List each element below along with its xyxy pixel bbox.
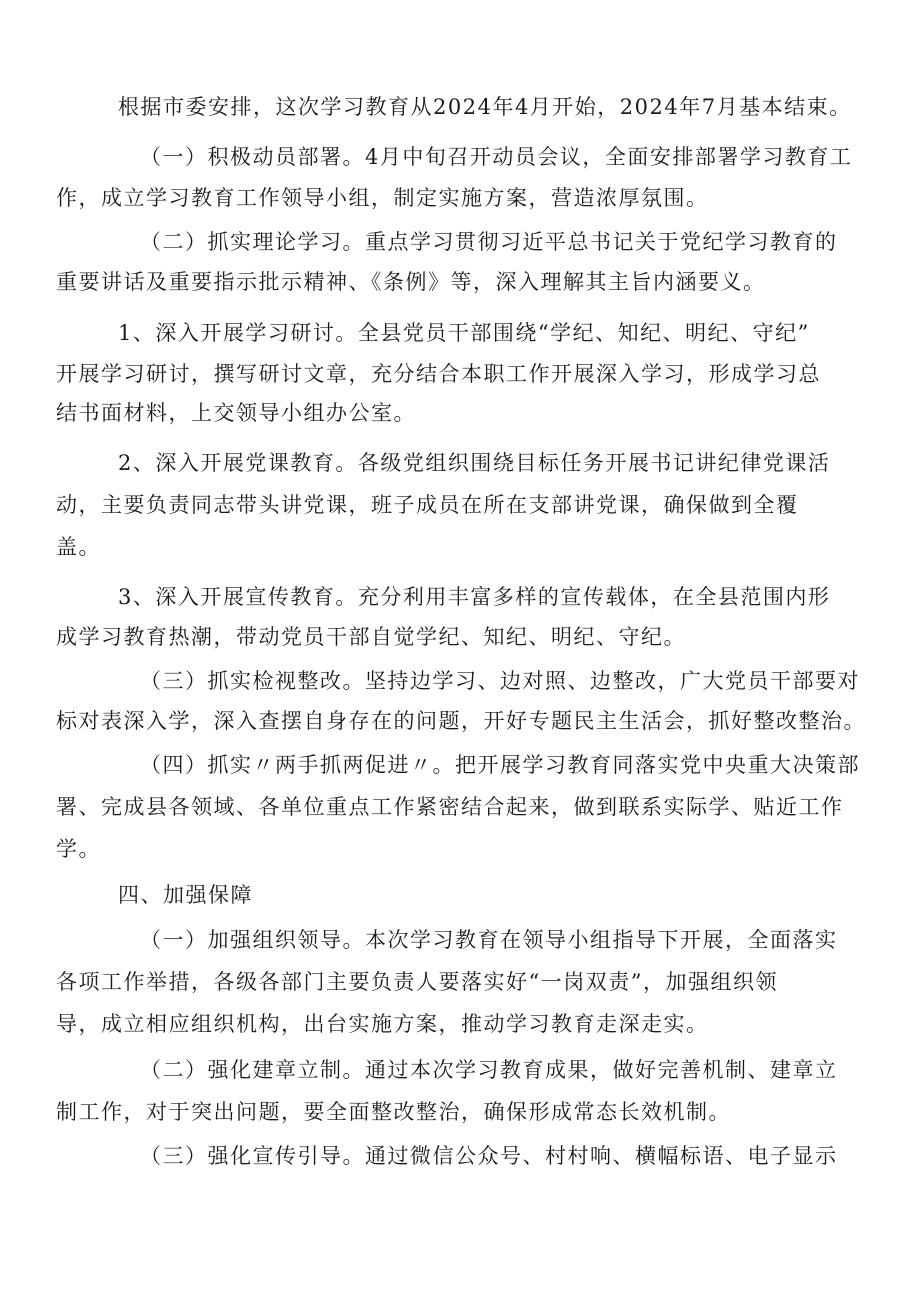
text-line: （三）强化宣传引导。通过微信公众号、村村响、横幅标语、电子显示	[140, 1144, 838, 1168]
text-line: 各项工作举措，各级各部门主要负责人要落实好“一岗双责”，加强组织领	[56, 970, 778, 994]
text-line: 作，成立学习教育工作领导小组，制定实施方案，营造浓厚氛围。	[56, 186, 709, 210]
text-line: 1、深入开展学习研讨。全县党员干部围绕“学纪、知纪、明纪、守纪”	[118, 321, 810, 345]
text-line: 3、深入开展宣传教育。充分利用丰富多样的宣传载体，在全县范围内形	[118, 585, 831, 609]
text-line: （四）抓实〃两手抓两促进〃。把开展学习教育同落实党中央重大决策部	[140, 753, 860, 777]
text-line: 署、完成县各领域、各单位重点工作紧密结合起来，做到联系实际学、贴近工作	[56, 795, 844, 819]
text-line: （一）积极动员部署。4月中旬召开动员会议，全面安排部署学习教育工	[140, 145, 853, 169]
text-line: 开展学习研讨，撰写研讨文章，充分结合本职工作开展深入学习，形成学习总	[56, 362, 821, 386]
text-line: 根据市委安排，这次学习教育从2024年4月开始，2024年7月基本结束。	[118, 95, 852, 119]
text-line: 重要讲话及重要指示批示精神、《条例》等，深入理解其主旨内涵要义。	[56, 270, 766, 294]
text-line: 制工作，对于突出问题，要全面整改整治，确保形成常态长效机制。	[56, 1100, 731, 1124]
section-heading: 四、加强保障	[118, 883, 253, 907]
text-line: 标对表深入学，深入查摆自身存在的问题，开好专题民主生活会，抓好整改整治。	[56, 709, 866, 733]
text-line: （三）抓实检视整改。坚持边学习、边对照、边整改，广大党员干部要对	[140, 669, 860, 693]
text-line: 成学习教育热潮，带动党员干部自觉学纪、知纪、明纪、守纪。	[56, 625, 686, 649]
text-line: 导，成立相应组织机构，出台实施方案，推动学习教育走深走实。	[56, 1012, 709, 1036]
text-line: 2、深入开展党课教育。各级党组织围绕目标任务开展书记讲纪律党课活	[118, 451, 831, 475]
text-line: （二）强化建章立制。通过本次学习教育成果，做好完善机制、建章立	[140, 1058, 838, 1082]
text-line: 结书面材料，上交领导小组办公室。	[56, 401, 416, 425]
text-line: 学。	[56, 837, 101, 861]
text-line: 动，主要负责同志带头讲党课，班子成员在所在支部讲党课，确保做到全覆	[56, 493, 799, 517]
text-line: （二）抓实理论学习。重点学习贯彻习近平总书记关于党纪学习教育的	[140, 230, 838, 254]
text-line: （一）加强组织领导。本次学习教育在领导小组指导下开展，全面落实	[140, 928, 838, 952]
text-line: 盖。	[56, 535, 101, 559]
